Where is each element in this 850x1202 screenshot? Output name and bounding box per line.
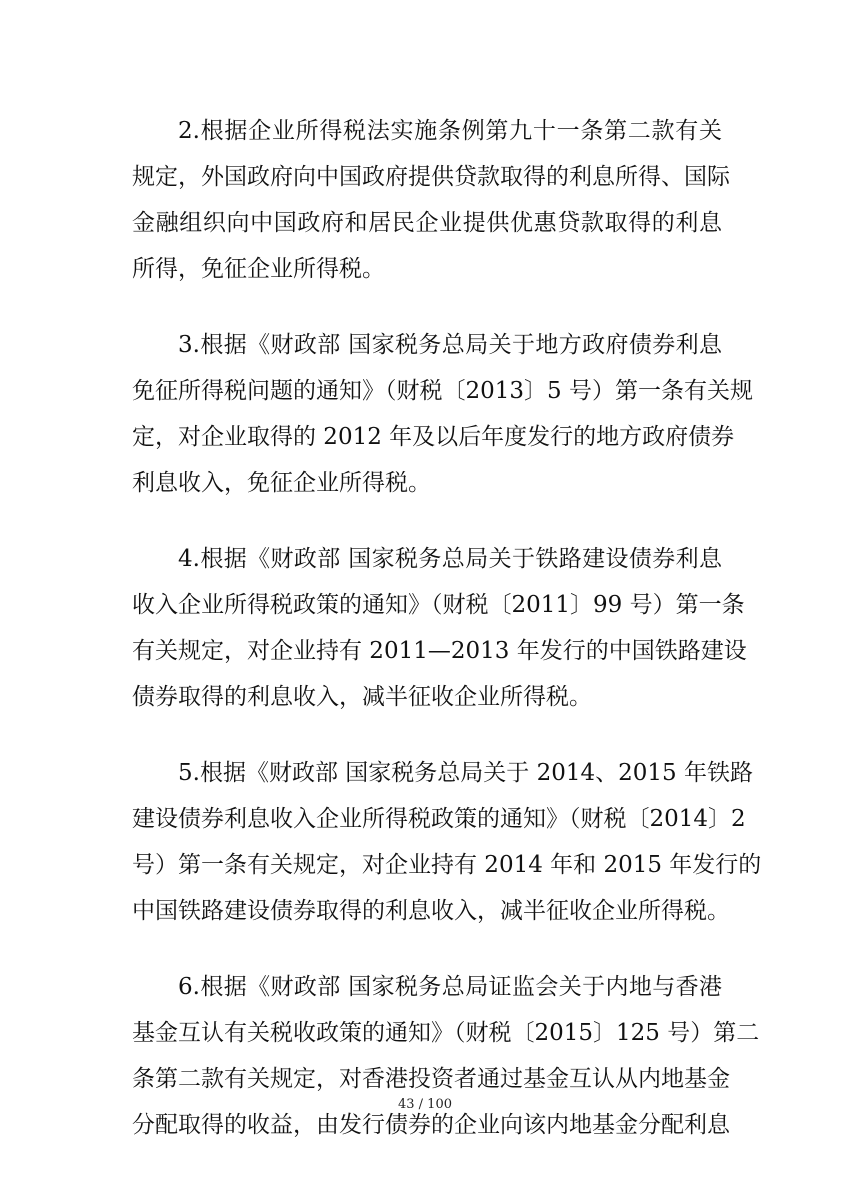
text-line: 分配取得的收益，由发行债券的企业向该内地基金分配利息 (132, 1112, 730, 1138)
text-line: 条第二款有关规定，对香港投资者通过基金互认从内地基金 (132, 1066, 730, 1092)
text-line: 5.根据《财政部 国家税务总局关于 2014、2015 年铁路 (178, 760, 753, 786)
text-line: 建设债券利息收入企业所得税政策的通知》（财税〔2014〕2 (132, 806, 746, 832)
text-line: 金融组织向中国政府和居民企业提供优惠贷款取得的利息 (132, 210, 722, 236)
text-line: 债券取得的利息收入，减半征收企业所得税。 (132, 684, 592, 710)
text-line: 基金互认有关税收政策的通知》（财税〔2015〕125 号）第二 (132, 1020, 760, 1046)
text-line: 收入企业所得税政策的通知》（财税〔2011〕99 号）第一条 (132, 592, 745, 618)
text-line: 2.根据企业所得税法实施条例第九十一条第二款有关 (178, 118, 722, 144)
text-line: 免征所得税问题的通知》（财税〔2013〕5 号）第一条有关规 (132, 378, 753, 404)
document-body (132, 108, 762, 1178)
text-line: 号）第一条有关规定，对企业持有 2014 年和 2015 年发行的 (132, 852, 762, 878)
text-line: 所得，免征企业所得税。 (132, 256, 385, 282)
paragraph-item-3 (132, 322, 753, 506)
text-line: 利息收入，免征企业所得税。 (132, 470, 431, 496)
text-line: 有关规定，对企业持有 2011—2013 年发行的中国铁路建设 (132, 638, 747, 664)
page-number: 43 / 100 (398, 1097, 452, 1112)
text-line: 4.根据《财政部 国家税务总局关于铁路建设债券利息 (178, 546, 722, 572)
paragraph-item-5 (132, 750, 762, 934)
paragraph-item-4 (132, 536, 747, 720)
paragraph-item-2 (132, 108, 730, 292)
text-line: 定，对企业取得的 2012 年及以后年度发行的地方政府债券 (132, 424, 735, 450)
text-line: 3.根据《财政部 国家税务总局关于地方政府债券利息 (178, 332, 722, 358)
text-line: 规定，外国政府向中国政府提供贷款取得的利息所得、国际 (132, 164, 730, 190)
paragraph-item-6 (132, 964, 760, 1148)
text-line: 中国铁路建设债券取得的利息收入，减半征收企业所得税。 (132, 898, 730, 924)
text-line: 6.根据《财政部 国家税务总局证监会关于内地与香港 (178, 974, 722, 1000)
